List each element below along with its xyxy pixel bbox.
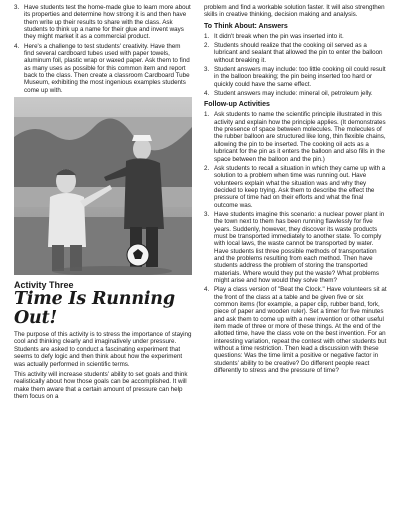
item-number: 3. (204, 210, 210, 218)
list-item (14, 4, 192, 41)
item-number: 1. (204, 111, 210, 119)
answer-item (204, 66, 388, 88)
left-column (14, 4, 192, 403)
activity-paragraph: This activity will increase students' ability to set goals and think realistically about how those goals can be accomplished. It will make them aware that a certain amount of pressure can help them focus on a (14, 370, 188, 400)
item-number: 4. (204, 286, 210, 294)
item-text: Ask students to recall a situation in which they came up with a solution to a problem when time was running out. Have volunteers explain what the situation was and why they decided to keep trying. Ask them to describe the effect the pressure of time had on their efforts and what the final outcome was. (214, 164, 386, 209)
right-column (204, 4, 388, 376)
item-text: Student answers may include: mineral oil, petroleum jelly. (214, 90, 373, 98)
answer-item (204, 42, 388, 64)
item-text: Here's a challenge to test students' creativity. Have them find several cardboard tubes used with paper towels, aluminum foil, plastic wrap or waxed paper. Ask them to find as many uses as possible for this common item and report back to the class. Then create a classroom Cardboard Tube Museum, exhibiting the most ingenious examples students come up with. (24, 42, 190, 94)
activity-label: Activity Three (14, 280, 74, 291)
item-text: Student answers may include: too little cooking oil could result in the balloon breaking; the pin being inserted too hard or quickly could have the same effect. (214, 66, 386, 88)
list-item (14, 43, 192, 94)
item-text: Play a class version of "Beat the Clock." Have volunteers sit at the front of the class at a table and be given five or six common items (for example, a paper clip, rubber band, fork, piece of paper and wooden ruler). Set a timer for five minutes and ask them to come up with a new invention or other useful item made of three or more of these things. At the end of the allotted time, have the class vote on the best invention. For an interesting variation, repeat the contest with other students but without a time restriction. Then lead a discussion with these questions: Was the time limit a positive or negative factor in students' ability to be creative? Do different people react differently to stress and the pressure of time? (214, 286, 387, 375)
item-number: 3. (204, 66, 210, 74)
followup-item (204, 111, 388, 162)
intro-paragraph: problem and find a workable solution faster. It will also strengthen skills in creative thinking, decision making and analysis. (204, 4, 385, 19)
activity-title: Time Is Running Out! (14, 289, 175, 329)
item-text: Have students test the home-made glue to learn more about its properties and determine how strong it is and then have them write up their results to share with the class. Ask students to think up a name for their glue and invent ways they might market it as a commercial product. (24, 4, 191, 41)
answer-item (204, 33, 388, 40)
answers-heading: To Think About: Answers (204, 22, 288, 30)
item-number: 3. (14, 4, 20, 11)
item-text: Ask students to name the scientific principle illustrated in this activity and explain how the principle applies. (It demonstrates the presence of space between molecules. The molecules of the rubber balloon are structured like long, thin flexible chains, allowing the pin to be inserted. The cooking oil acts as a lubricant for the pin as it enters the balloon and also fills in the space between the balloon and the pin.) (214, 111, 386, 163)
item-number: 2. (204, 42, 210, 50)
item-number: 4. (14, 42, 20, 50)
item-number: 1. (204, 32, 210, 40)
photo-illustration (14, 97, 192, 275)
answer-item (204, 90, 388, 97)
activity-paragraph: The purpose of this activity is to stress the importance of staying cool and thinking clearly and imaginatively under pressure. Students are asked to conduct a fascinating experiment that seems to defy logic and then think about how the experiment was actually performed in scientific terms. (14, 331, 192, 368)
activity-photo (14, 97, 192, 275)
item-text: Students should realize that the cooking oil served as a lubricant and sealant that allowed the pin to enter the balloon without breaking it. (214, 42, 383, 64)
followup-item (204, 165, 388, 209)
item-text: Have students imagine this scenario: a nuclear power plant in the town next to them has been running flawlessly for five years. Suddenly, however, they discover its waste products must be transported immediately to another state. To comply with local laws, the waste cannot be transported by water. Have students list three possible methods of transportation and the problems resulting from each method. Then have students address the problem of storing the transported materials. Where would they put the waste? What problems might arise and how would they solve them? (214, 210, 385, 284)
item-text: It didn't break when the pin was inserted into it. (214, 32, 344, 40)
followup-item (204, 211, 388, 284)
item-number: 4. (204, 90, 210, 98)
followup-heading: Follow-up Activities (204, 101, 270, 109)
item-number: 2. (204, 164, 210, 172)
followup-item (204, 286, 388, 374)
